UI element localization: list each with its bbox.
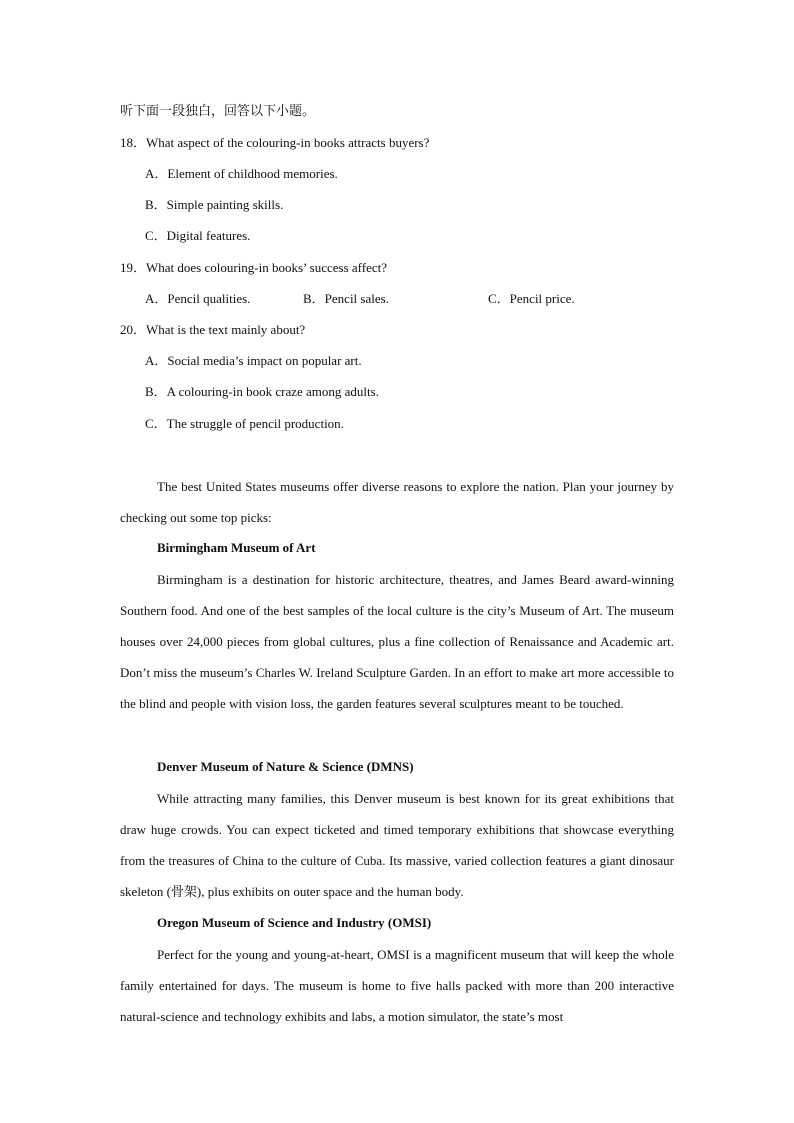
question-19-stem: 19．What does colouring-in books’ success affect? bbox=[120, 260, 388, 275]
passage-intro: The best United States museums offer diverse reasons to explore the nation. Plan your journey by checking out some top picks: bbox=[120, 479, 674, 525]
question-19-option-b: B．Pencil sales. bbox=[303, 291, 389, 306]
section-heading-oregon: Oregon Museum of Science and Industry (OMSI) bbox=[157, 915, 432, 930]
section-heading-birmingham: Birmingham Museum of Art bbox=[157, 540, 316, 555]
section-body-oregon: Perfect for the young and young-at-heart, OMSI is a magnificent museum that will keep the whole family entertained for days. The museum is home to five halls packed with more than 200 interactive natural-science and technology exhibits and labs, a motion simulator, the state’s most bbox=[120, 947, 674, 1024]
question-19-option-c: C．Pencil price. bbox=[488, 291, 575, 306]
question-18-option-b: B．Simple painting skills. bbox=[145, 197, 284, 212]
question-20-option-a: A．Social media’s impact on popular art. bbox=[145, 353, 362, 368]
section-heading-denver: Denver Museum of Nature & Science (DMNS) bbox=[157, 759, 414, 774]
question-20-stem: 20．What is the text mainly about? bbox=[120, 322, 306, 337]
question-18-option-a: A．Element of childhood memories. bbox=[145, 166, 338, 181]
instruction-text: 听下面一段独白，回答以下小题。 bbox=[120, 104, 316, 119]
question-18-option-c: C．Digital features. bbox=[145, 228, 251, 243]
question-20-option-b: B．A colouring-in book craze among adults. bbox=[145, 384, 379, 399]
section-body-birmingham: Birmingham is a destination for historic architecture, theatres, and James Beard award-winning Southern food. And one of the best samples of the local culture is the city’s Museum of Art. The museum houses over 24,000 pieces from global cultures, plus a fine collection of Renaissance and Academic art. Don’t miss the museum’s Charles W. Ireland Sculpture Garden. In an effort to make art more accessible to the blind and people with vision loss, the garden features several sculptures meant to be touched. bbox=[120, 572, 674, 711]
question-18-stem: 18．What aspect of the colouring-in books attracts buyers? bbox=[120, 135, 430, 150]
question-20-option-c: C．The struggle of pencil production. bbox=[145, 416, 344, 431]
section-body-denver: While attracting many families, this Denver museum is best known for its great exhibitions that draw huge crowds. You can expect ticketed and timed temporary exhibitions that showcase everything from the treasures of China to the culture of Cuba. Its massive, varied collection features a giant dinosaur skeleton (骨架), plus exhibits on outer space and the human body. bbox=[120, 791, 674, 899]
question-19-option-a: A．Pencil qualities. bbox=[145, 291, 251, 306]
